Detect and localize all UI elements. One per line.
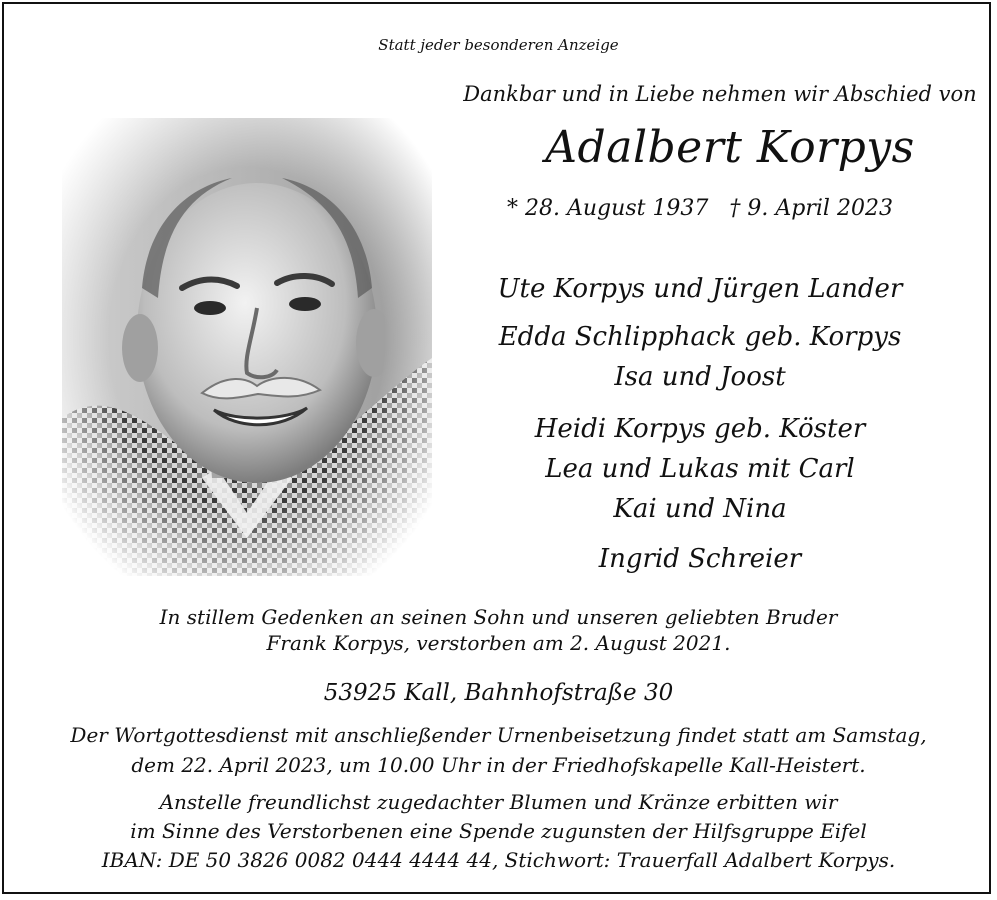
service-line-2: dem 22. April 2023, um 10.00 Uhr in der Friedhofskapelle Kall-Heistert. (131, 753, 866, 777)
family-line-7: Ingrid Schreier (598, 544, 802, 574)
donation-line-1: Anstelle freundlichst zugedachter Blumen und Kränze erbitten wir (159, 790, 838, 814)
memory-line-1: In stillem Gedenken an seinen Sohn und unseren geliebten Bruder (159, 605, 838, 629)
memory-line-2: Frank Korpys, verstorben am 2. August 2021. (266, 631, 731, 655)
donation-line-2: im Sinne des Verstorbenen eine Spende zugunsten der Hilfsgruppe Eifel (130, 819, 867, 843)
family-line-2: Edda Schlipphack geb. Korpys (498, 322, 902, 352)
portrait-photo (62, 118, 432, 576)
donation-info (0, 788, 997, 875)
deceased-name: Adalbert Korpys (545, 122, 915, 173)
service-line-1: Der Wortgottesdienst mit anschließender Urnenbeisetzung findet statt am Samstag, (70, 723, 927, 747)
family-line-6: Kai und Nina (613, 494, 787, 524)
death-date: † 9. April 2023 (729, 196, 893, 221)
birth-date: * 28. August 1937 (507, 196, 709, 221)
donation-line-3: IBAN: DE 50 3826 0082 0444 4444 44, Stichwort: Trauerfall Adalbert Korpys. (101, 848, 896, 872)
memory-note (0, 604, 997, 656)
service-info (0, 720, 997, 780)
life-dates (460, 196, 940, 221)
address: 53925 Kall, Bahnhofstraße 30 (323, 680, 674, 706)
portrait-image (62, 118, 432, 576)
intro-text: Dankbar und in Liebe nehmen wir Abschied von (463, 82, 977, 106)
family-line-1: Ute Korpys und Jürgen Lander (497, 274, 903, 304)
header-note: Statt jeder besonderen Anzeige (378, 36, 619, 54)
family-line-3: Isa und Joost (614, 362, 786, 392)
family-line-5: Lea und Lukas mit Carl (545, 454, 855, 484)
family-line-4: Heidi Korpys geb. Köster (534, 414, 866, 444)
